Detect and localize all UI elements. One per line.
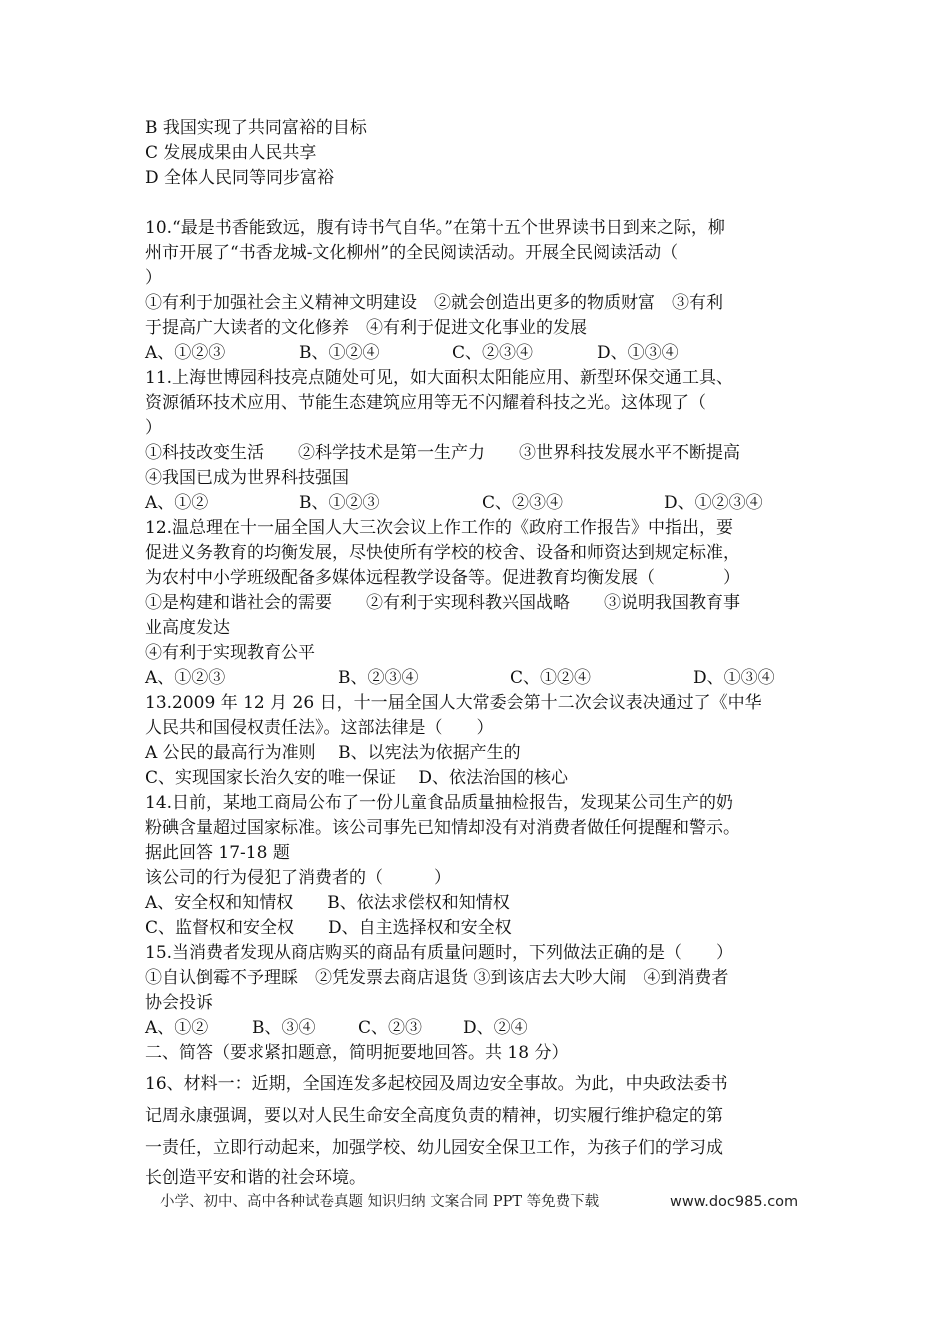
option-b: B、③④ [252, 1018, 316, 1038]
footer-url[interactable]: www.doc985.com [670, 1194, 799, 1210]
question-11-text: 11.上海世博园科技亮点随处可见，如大面积太阳能应用、新型环保交通工具、 [145, 368, 734, 388]
question-11-choices: ④我国已成为世界科技强国 [145, 468, 349, 488]
option-c: C、②③④ [452, 343, 534, 363]
question-14-text: 该公司的行为侵犯了消费者的（ ） [145, 868, 451, 888]
option-d: D、①③④ [693, 668, 775, 688]
question-14-text: 粉碘含量超过国家标准。该公司事先已知情却没有对消费者做任何提醒和警示。 [145, 818, 740, 838]
question-13-text: 人民共和国侵权责任法》。这部法律是（ ） [145, 718, 494, 738]
question-10-choices: ①有利于加强社会主义精神文明建设 ②就会创造出更多的物质财富 ③有利 [145, 293, 723, 313]
question-13-options: A 公民的最高行为准则 B、以宪法为依据产生的 [145, 743, 521, 763]
question-11-text: ） [145, 418, 162, 438]
question-12-text: 为农村中小学班级配备多媒体远程教学设备等。促进教育均衡发展（ ） [145, 568, 740, 588]
option-line: D 全体人民同等同步富裕 [145, 168, 335, 188]
question-12-choices: 业高度发达 [145, 618, 230, 638]
question-12-choices: ④有利于实现教育公平 [145, 643, 315, 663]
footer-text: 小学、初中、高中各种试卷真题 知识归纳 文案合同 PPT 等免费下载 [160, 1194, 600, 1210]
question-10-text: 10.“最是书香能致远，腹有诗书气自华。”在第十五个世界读书日到来之际，柳 [145, 218, 725, 238]
question-12-text: 促进义务教育的均衡发展，尽快使所有学校的校舍、设备和师资达到规定标准， [145, 543, 740, 563]
option-d: D、①③④ [597, 343, 679, 363]
option-c: C、②③④ [482, 493, 564, 513]
question-14-options: A、安全权和知情权 B、依法求偿权和知情权 [145, 893, 510, 913]
question-14-text: 14.日前，某地工商局公布了一份儿童食品质量抽检报告，发现某公司生产的奶 [145, 793, 734, 813]
option-line: C 发展成果由人民共享 [145, 143, 317, 163]
question-12-choices: ①是构建和谐社会的需要 ②有利于实现科教兴国战略 ③说明我国教育事 [145, 593, 740, 613]
question-11-text: 资源循环技术应用、节能生态建筑应用等无不闪耀着科技之光。这体现了（ [145, 393, 706, 413]
question-16-text: 记周永康强调，要以对人民生命安全高度负责的精神，切实履行维护稳定的第 [145, 1106, 723, 1126]
question-16-text: 16、材料一：近期，全国连发多起校园及周边安全事故。为此，中央政法委书 [145, 1074, 728, 1094]
question-16-text: 长创造平安和谐的社会环境。 [145, 1168, 366, 1188]
question-16-text: 一责任，立即行动起来，加强学校、幼儿园安全保卫工作，为孩子们的学习成 [145, 1138, 723, 1158]
question-11-choices: ①科技改变生活 ②科学技术是第一生产力 ③世界科技发展水平不断提高 [145, 443, 740, 463]
question-14-options: C、监督权和安全权 D、自主选择权和安全权 [145, 918, 512, 938]
option-a: A、①② [145, 493, 209, 513]
page-footer [160, 1192, 840, 1212]
question-15-choices: ①自认倒霉不予理睬 ②凭发票去商店退货 ③到该店去大吵大闹 ④到消费者 [145, 968, 729, 988]
question-12-text: 12.温总理在十一届全国人大三次会议上作工作的《政府工作报告》中指出，要 [145, 518, 734, 538]
option-b: B、①②③ [299, 493, 380, 513]
question-13-text: 13.2009 年 12 月 26 日，十一届全国人大常委会第十二次会议表决通过了《中华 [145, 693, 762, 713]
option-a: A、①②③ [145, 668, 226, 688]
question-15-choices: 协会投诉 [145, 993, 213, 1013]
option-b: B、①②④ [299, 343, 380, 363]
section-heading: 二、简答（要求紧扣题意，简明扼要地回答。共 18 分） [145, 1043, 569, 1063]
question-14-text: 据此回答 17-18 题 [145, 843, 290, 863]
question-13-options: C、实现国家长治久安的唯一保证 D、依法治国的核心 [145, 768, 569, 788]
option-d: D、①②③④ [664, 493, 763, 513]
option-c: C、①②④ [510, 668, 592, 688]
question-10-text: 州市开展了“书香龙城-文化柳州”的全民阅读活动。开展全民阅读活动（ [145, 243, 679, 263]
option-c: C、②③ [358, 1018, 423, 1038]
option-d: D、②④ [463, 1018, 528, 1038]
option-line: B 我国实现了共同富裕的目标 [145, 118, 367, 138]
question-10-text: ） [145, 268, 162, 288]
question-10-choices: 于提高广大读者的文化修养 ④有利于促进文化事业的发展 [145, 318, 587, 338]
option-a: A、①② [145, 1018, 209, 1038]
option-a: A、①②③ [145, 343, 226, 363]
question-15-text: 15.当消费者发现从商店购买的商品有质量问题时，下列做法正确的是（ ） [145, 943, 734, 963]
option-b: B、②③④ [338, 668, 419, 688]
